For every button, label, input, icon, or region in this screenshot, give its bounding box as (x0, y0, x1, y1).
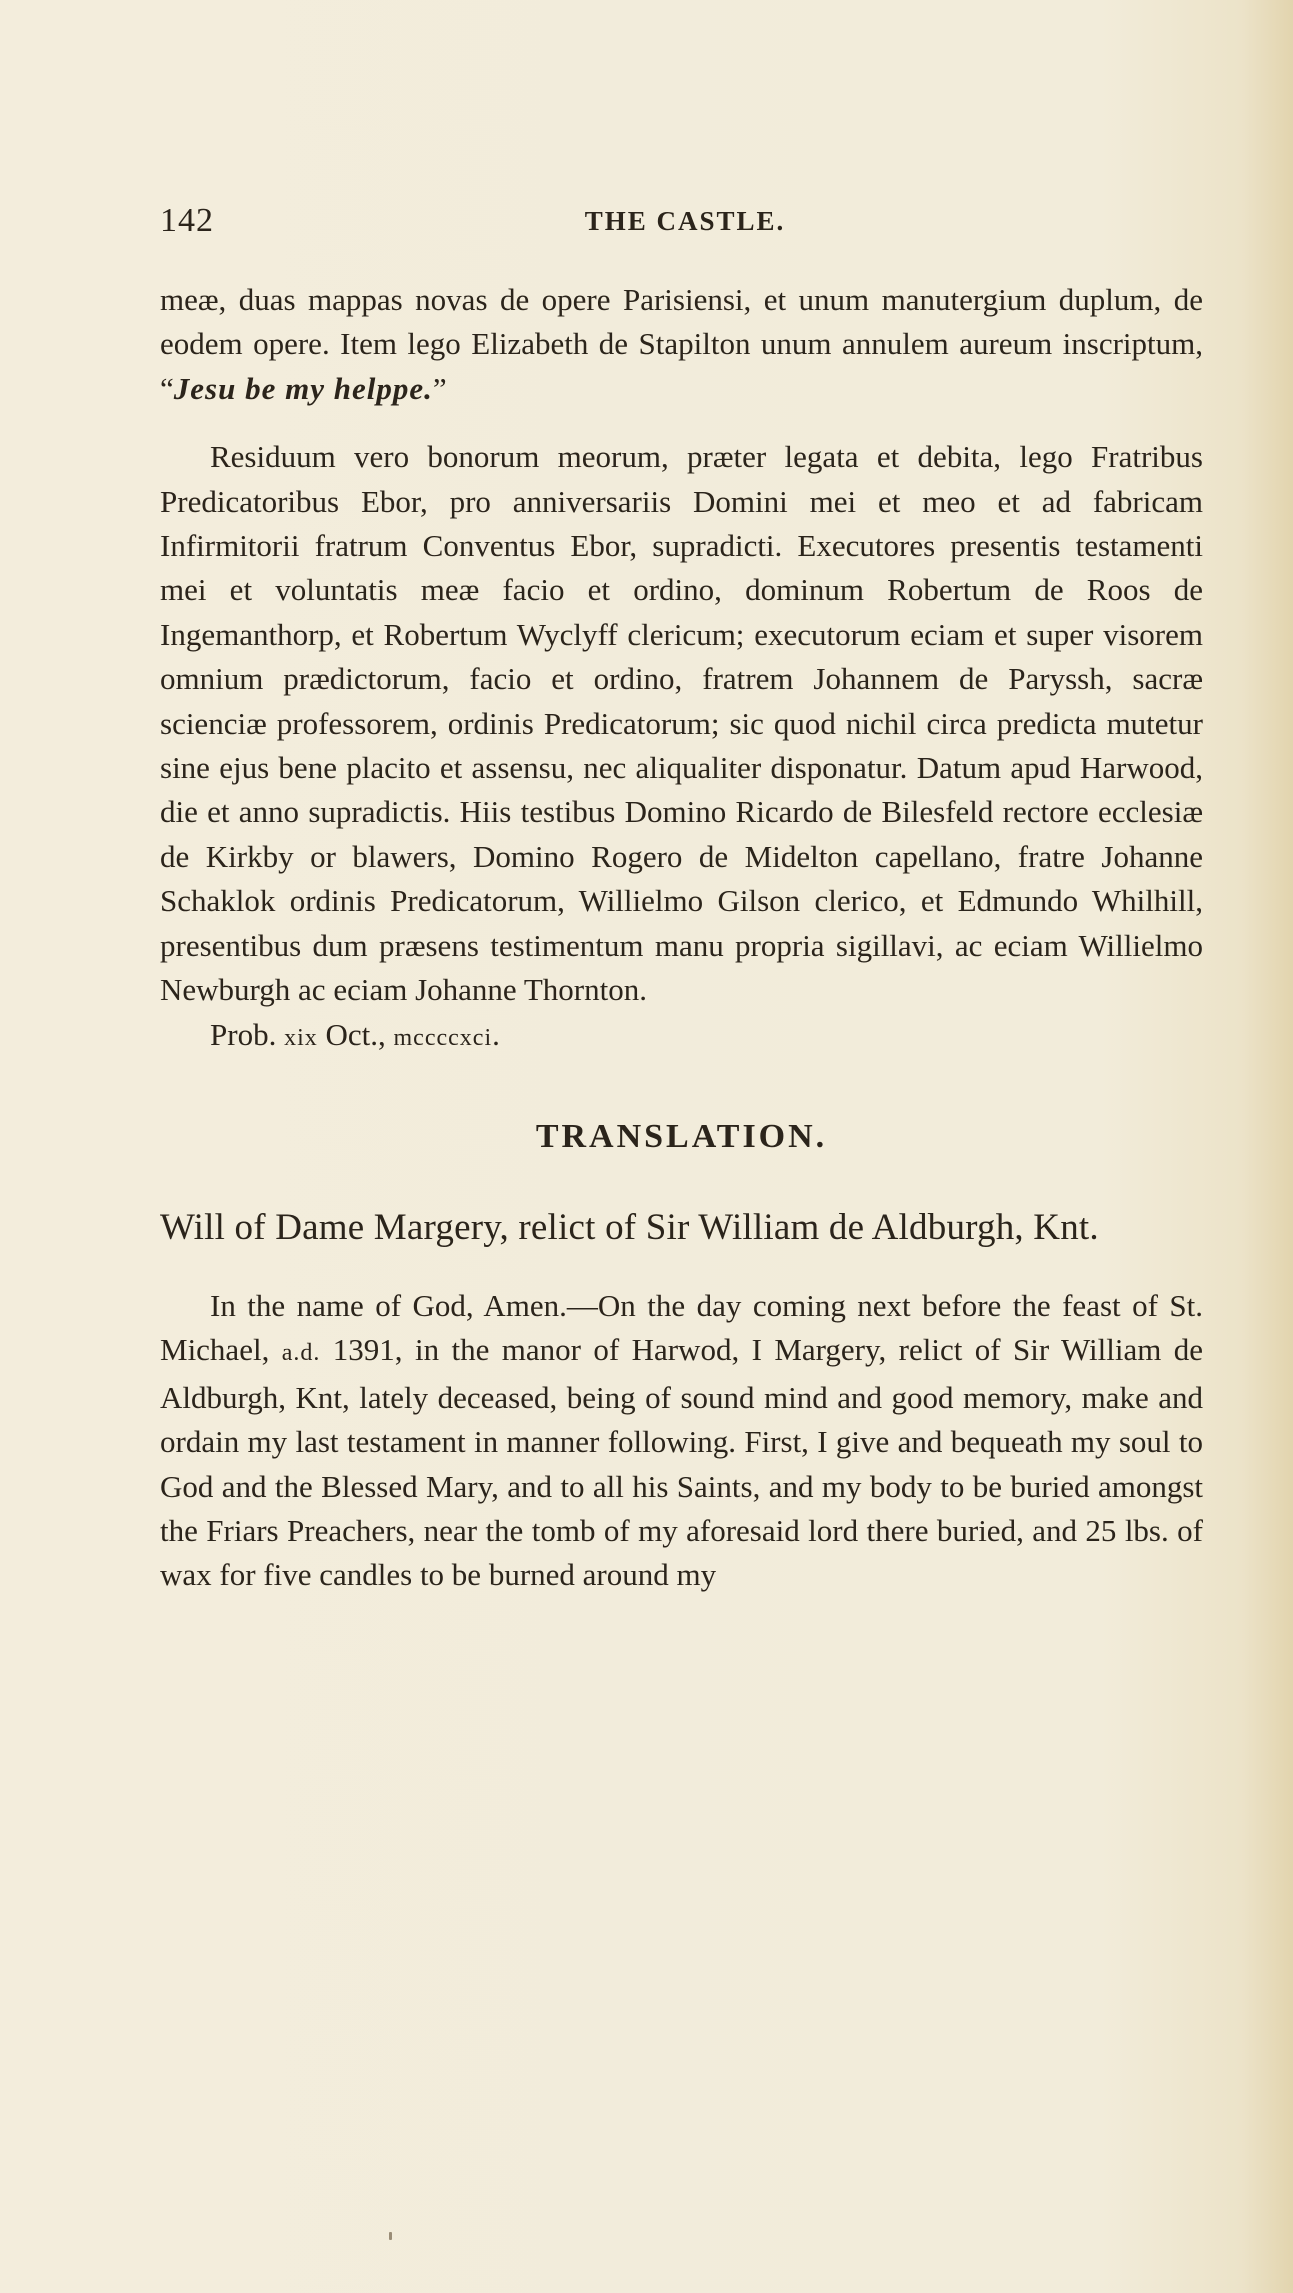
page-body (160, 278, 1203, 1598)
translation-paragraph-1-continued: 1391, in the manor of Harwod, I Margery, relict of Sir William de Aldburgh, Knt, lately deceased, being of sound mind and good memory, make and ordain my last testament in manner following. First, I give and bequeath my soul to God and the Blessed Mary, and to all his Saints, and my body to be buried amongst the Friars Preachers, near the tomb of my aforesaid lord there buried, and 25 lbs. of wax for five candles to be burned around my (160, 1332, 1203, 1593)
probate-year: mccccxci (393, 1024, 493, 1051)
probate-line (160, 1013, 1203, 1060)
latin-paragraph-1 (160, 278, 1203, 411)
page-number: 142 (160, 202, 214, 239)
running-head: THE CASTLE. (584, 206, 786, 236)
translation-paragraph-1-text: In the name of God, Amen.—On the day coming next before the feast of St. Michael, (160, 1287, 1203, 1368)
latin-paragraph-1-text: meæ, duas mappas novas de opere Parisiensi, et unum manutergium duplum, de eodem opere. Item lego Elizabeth de Stapilton unum annulem aureum inscriptum, “ (160, 282, 1203, 406)
translation-heading: TRANSLATION. (535, 1117, 828, 1155)
ink-speck (389, 2232, 392, 2240)
translation-paragraph-1 (160, 1284, 1203, 1598)
probate-prefix: Prob. (210, 1016, 285, 1052)
probate-suffix: . (492, 1016, 500, 1052)
closing-quote: ” (432, 370, 447, 406)
latin-paragraph-2: Residuum vero bonorum meorum, præter legata et debita, lego Fratribus Predicatoribus Ebor, pro anniversariis Domini mei et meo et ad fabricam Infirmitorii fratrum Conventus Ebor, supradicti. Executores presentis testamenti mei et voluntatis meæ facio et ordino, dominum Robertum de Roos de Ingemanthorp, et Robertum Wyclyff clericum; executorum eciam et super visorem omnium prædictorum, facio et ordino, fratrem Johannem de Paryssh, sacræ scienciæ professorem, ordinis Predicatorum; sic quod nichil circa predicta mutetur sine ejus bene placito et assensu, nec aliqualiter disponatur. Datum apud Harwood, die et anno supradictis. Hiis testibus Domino Ricardo de Bilesfeld rectore ecclesiæ de Kirkby or blawers, Domino Rogero de Midelton capellano, fratre Johanne Schaklok ordinis Predicatorum, Willielmo Gilson clerico, et Edmundo Whilhill, presentibus dum præsens testimentum manu propria sigillavi, ac eciam Willielmo Newburgh ac eciam Johanne Thornton. (160, 439, 1203, 1008)
will-title: Will of Dame Margery, relict of Sir William de Aldburgh, Knt. (160, 1206, 1099, 1248)
blackletter-inscription: Jesu be my helppe. (173, 370, 433, 406)
probate-day: xix (284, 1024, 318, 1051)
probate-month: Oct., (317, 1016, 394, 1052)
page-header (160, 202, 1210, 248)
era-abbreviation: a.d. (281, 1340, 321, 1367)
